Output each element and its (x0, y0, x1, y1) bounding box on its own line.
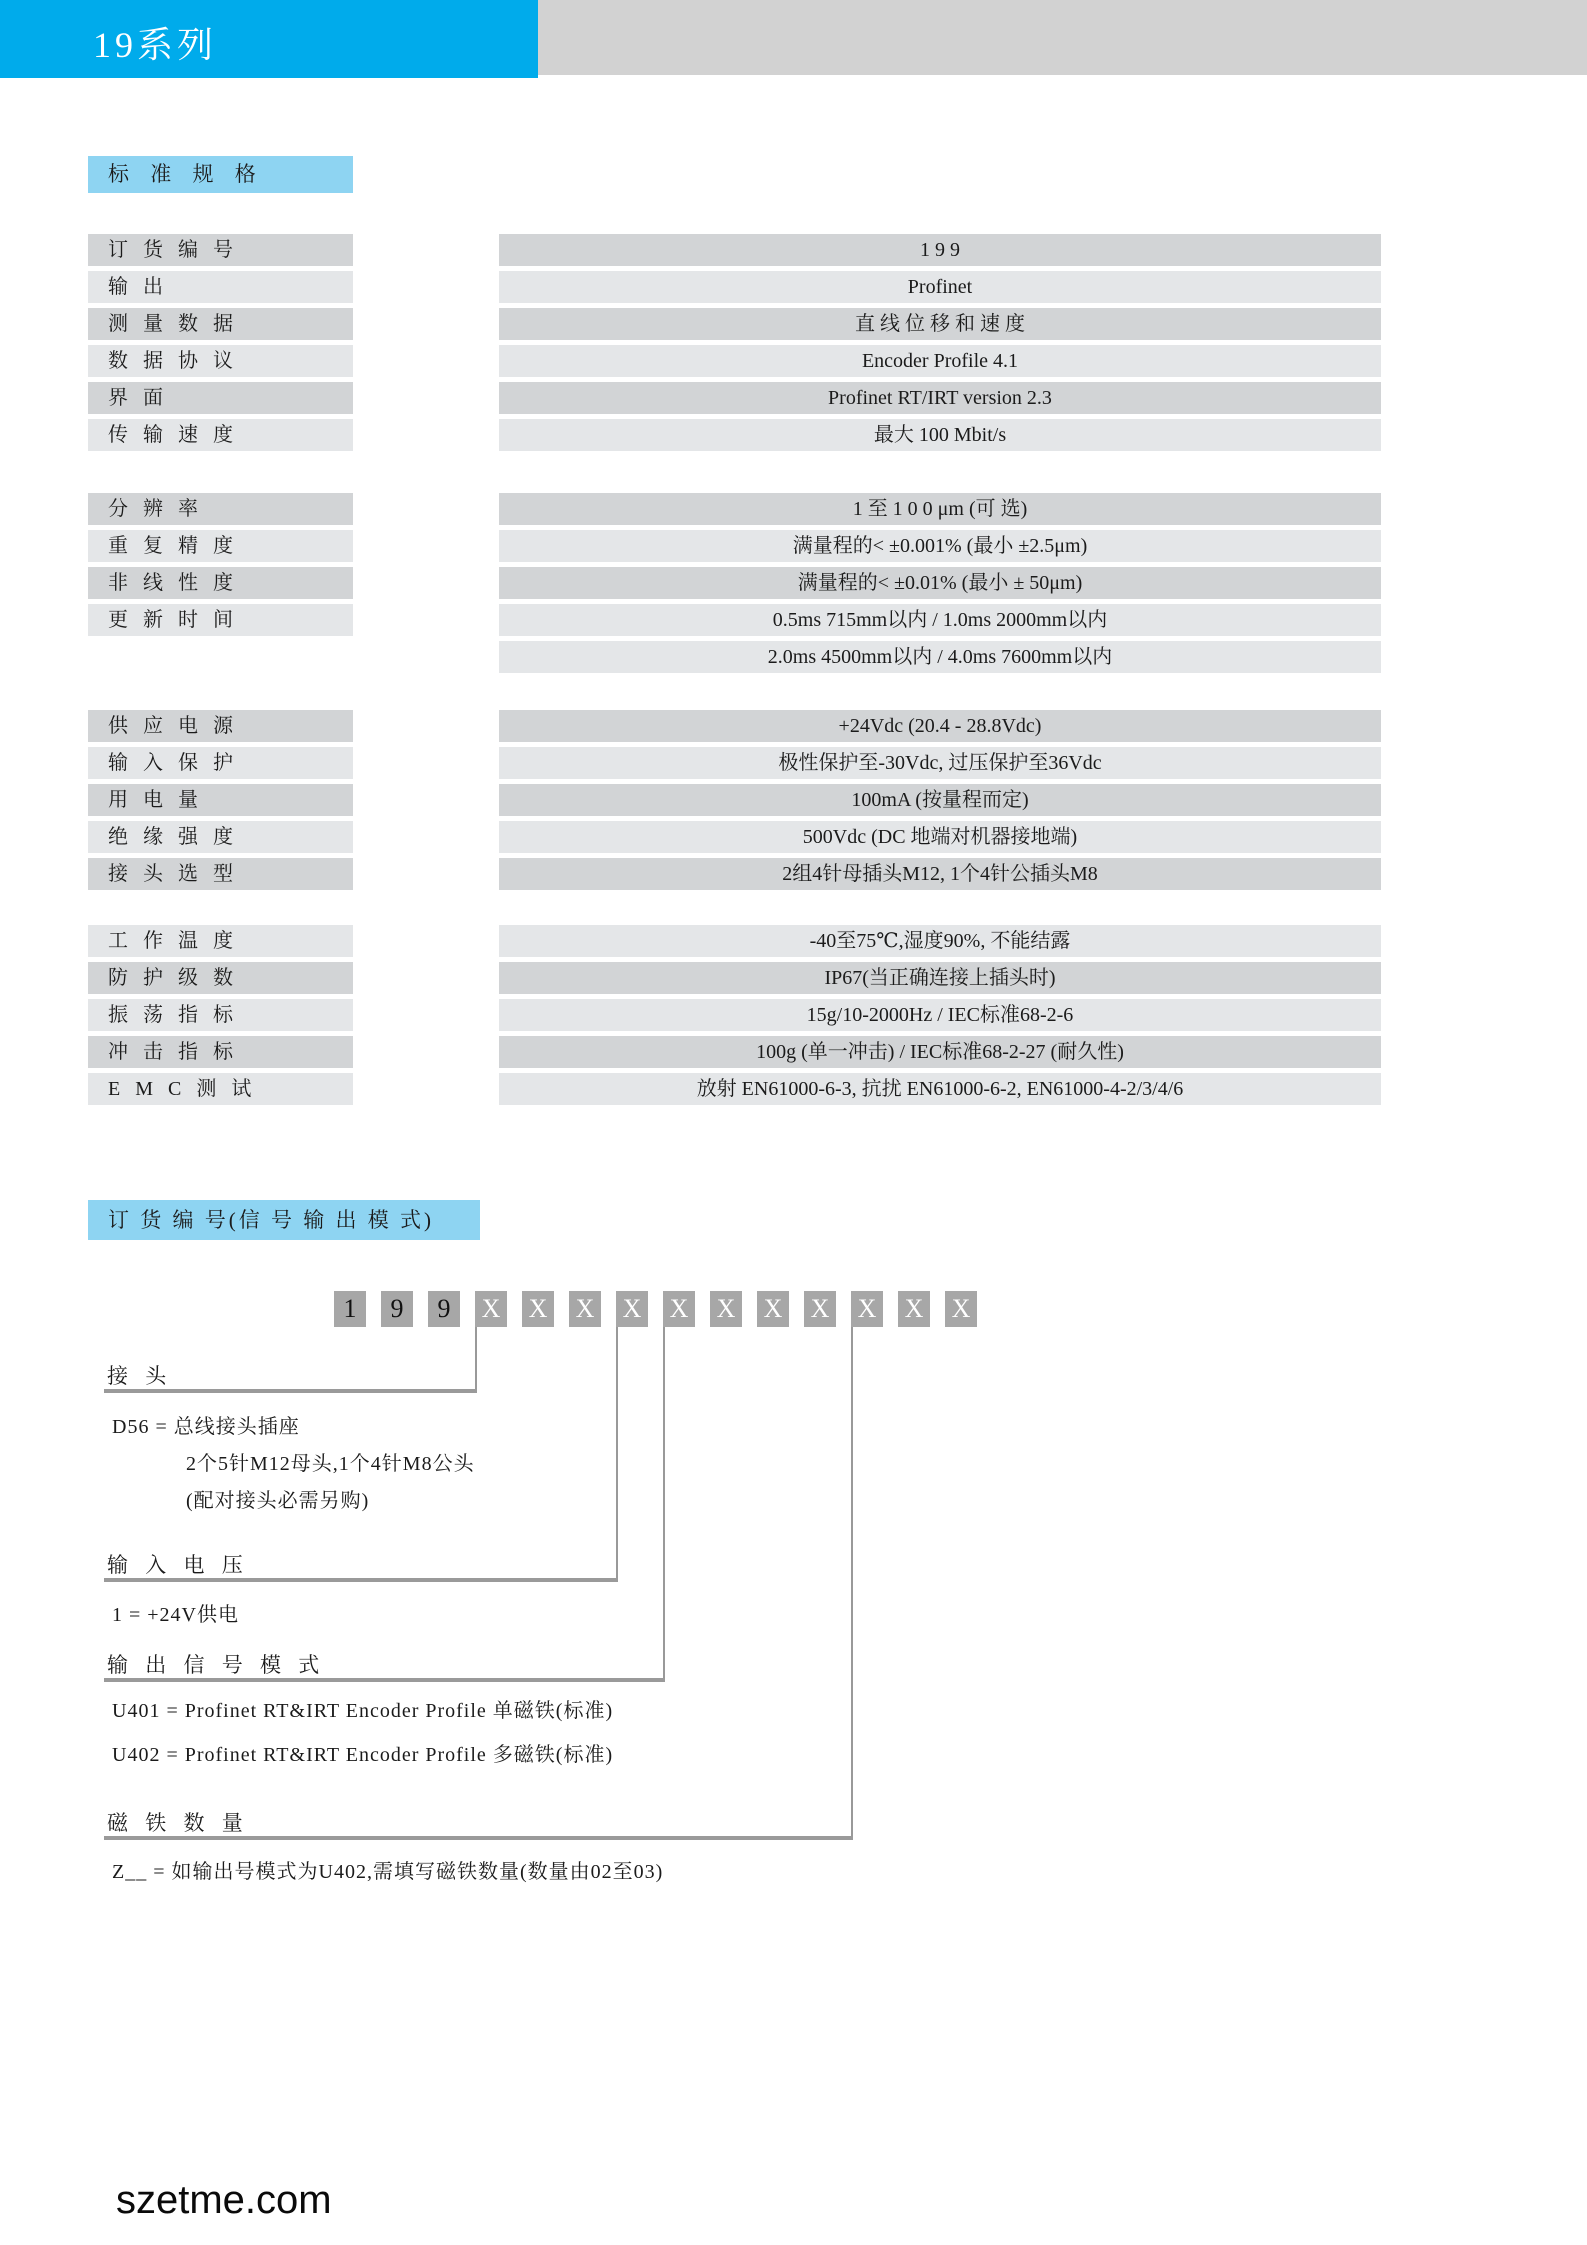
pn-placeholder: X (945, 1291, 977, 1327)
spec-group-environment (88, 925, 1381, 1110)
pn-digit: 9 (428, 1291, 460, 1327)
spec-row (88, 710, 1381, 742)
spec-row (88, 567, 1381, 599)
pn-placeholder: X (898, 1291, 930, 1327)
spec-value: 15g/10-2000Hz / IEC标准68-2-6 (499, 999, 1381, 1031)
spec-row (88, 604, 1381, 636)
spec-row (88, 925, 1381, 957)
spec-value: 2.0ms 4500mm以内 / 4.0ms 7600mm以内 (499, 641, 1381, 673)
pn-digit: 9 (381, 1291, 413, 1327)
spec-row (88, 1073, 1381, 1105)
legend-magnet-count-line1: Z__ = 如输出号模式为U402,需填写磁铁数量(数量由02至03) (112, 1861, 664, 1883)
spec-group-measurement (88, 493, 1381, 678)
spec-label: 绝 缘 强 度 (88, 821, 353, 853)
page-title: 19系列 (93, 25, 218, 65)
spec-label: 接 头 选 型 (88, 858, 353, 890)
pn-placeholder: X (522, 1291, 554, 1327)
pn-placeholder: X (804, 1291, 836, 1327)
spec-row (88, 419, 1381, 451)
spec-row (88, 858, 1381, 890)
spec-row (88, 345, 1381, 377)
spec-value: 2组4针母插头M12, 1个4针公插头M8 (499, 858, 1381, 890)
spec-row (88, 641, 1381, 673)
pn-placeholder: X (851, 1291, 883, 1327)
legend-output-mode-line1: U401 = Profinet RT&IRT Encoder Profile 单磁铁(标准) (112, 1700, 614, 1722)
spec-value: 100mA (按量程而定) (499, 784, 1381, 816)
spec-value: +24Vdc (20.4 - 28.8Vdc) (499, 710, 1381, 742)
spec-value: 直 线 位 移 和 速 度 (499, 308, 1381, 340)
legend-output-mode-line2: U402 = Profinet RT&IRT Encoder Profile 多磁铁(标准) (112, 1744, 614, 1766)
spec-row (88, 234, 1381, 266)
spec-value: 满量程的< ±0.001% (最小 ±2.5μm) (499, 530, 1381, 562)
spec-row (88, 1036, 1381, 1068)
spec-label: 重 复 精 度 (88, 530, 353, 562)
header-bar (0, 0, 538, 78)
spec-label: 传 输 速 度 (88, 419, 353, 451)
pn-placeholder: X (663, 1291, 695, 1327)
legend-connector-line2: 2个5针M12母头,1个4针M8公头 (186, 1453, 475, 1475)
spec-value: 满量程的< ±0.01% (最小 ± 50μm) (499, 567, 1381, 599)
pn-placeholder: X (616, 1291, 648, 1327)
spec-row (88, 271, 1381, 303)
spec-label: 输 入 保 护 (88, 747, 353, 779)
spec-label: 用 电 量 (88, 784, 353, 816)
spec-value: 最大 100 Mbit/s (499, 419, 1381, 451)
legend-voltage-label: 输 入 电 压 (107, 1553, 249, 1577)
spec-value: 100g (单一冲击) / IEC标准68-2-27 (耐久性) (499, 1036, 1381, 1068)
spec-value: -40至75℃,湿度90%, 不能结露 (499, 925, 1381, 957)
spec-value: 极性保护至-30Vdc, 过压保护至36Vdc (499, 747, 1381, 779)
spec-label: E M C 测 试 (88, 1073, 353, 1105)
legend-connector-label: 接 头 (107, 1364, 173, 1388)
spec-row (88, 821, 1381, 853)
spec-label-empty (88, 641, 353, 673)
spec-row (88, 784, 1381, 816)
spec-row (88, 962, 1381, 994)
spec-label: 界 面 (88, 382, 353, 414)
spec-value: 500Vdc (DC 地端对机器接地端) (499, 821, 1381, 853)
spec-value: 1 9 9 (499, 234, 1381, 266)
ordering-section-header: 订 货 编 号(信 号 输 出 模 式) (88, 1200, 480, 1240)
spec-value: Profinet (499, 271, 1381, 303)
spec-label: 冲 击 指 标 (88, 1036, 353, 1068)
pn-placeholder: X (569, 1291, 601, 1327)
spec-label: 分 辨 率 (88, 493, 353, 525)
pn-placeholder: X (710, 1291, 742, 1327)
pn-placeholder: X (475, 1291, 507, 1327)
legend-output-mode-label: 输 出 信 号 模 式 (107, 1653, 326, 1677)
leader-line-magnet-count (851, 1327, 853, 1840)
spec-row (88, 382, 1381, 414)
leader-line-output-mode (663, 1327, 665, 1682)
pn-digit: 1 (334, 1291, 366, 1327)
spec-label: 供 应 电 源 (88, 710, 353, 742)
legend-connector-line1: D56 = 总线接头插座 (112, 1416, 300, 1438)
spec-row (88, 747, 1381, 779)
spec-value: Encoder Profile 4.1 (499, 345, 1381, 377)
spec-label: 输 出 (88, 271, 353, 303)
spec-label: 数 据 协 议 (88, 345, 353, 377)
spec-group-electrical (88, 710, 1381, 895)
spec-label: 订 货 编 号 (88, 234, 353, 266)
footer-url: szetme.com (116, 2178, 332, 2222)
header-gray-block (538, 0, 1587, 75)
legend-connector-line3: (配对接头必需另购) (186, 1490, 370, 1512)
spec-value: 1 至 1 0 0 μm (可 选) (499, 493, 1381, 525)
spec-row (88, 493, 1381, 525)
specs-section-header: 标 准 规 格 (88, 156, 353, 193)
spec-value: 0.5ms 715mm以内 / 1.0ms 2000mm以内 (499, 604, 1381, 636)
leader-line-voltage (616, 1327, 618, 1582)
spec-row (88, 999, 1381, 1031)
legend-magnet-count-label: 磁 铁 数 量 (107, 1811, 249, 1835)
spec-label: 非 线 性 度 (88, 567, 353, 599)
legend-voltage-line1: 1 = +24V供电 (112, 1604, 240, 1626)
spec-row (88, 530, 1381, 562)
spec-value: IP67(当正确连接上插头时) (499, 962, 1381, 994)
pn-placeholder: X (757, 1291, 789, 1327)
spec-value: Profinet RT/IRT version 2.3 (499, 382, 1381, 414)
spec-row (88, 308, 1381, 340)
spec-label: 工 作 温 度 (88, 925, 353, 957)
leader-line-connector (475, 1327, 477, 1393)
spec-group-interface (88, 234, 1381, 456)
part-number-boxes (334, 1291, 977, 1327)
spec-label: 测 量 数 据 (88, 308, 353, 340)
spec-label: 更 新 时 间 (88, 604, 353, 636)
spec-label: 振 荡 指 标 (88, 999, 353, 1031)
spec-value: 放射 EN61000-6-3, 抗扰 EN61000-6-2, EN61000-4-2/3/4/6 (499, 1073, 1381, 1105)
spec-label: 防 护 级 数 (88, 962, 353, 994)
